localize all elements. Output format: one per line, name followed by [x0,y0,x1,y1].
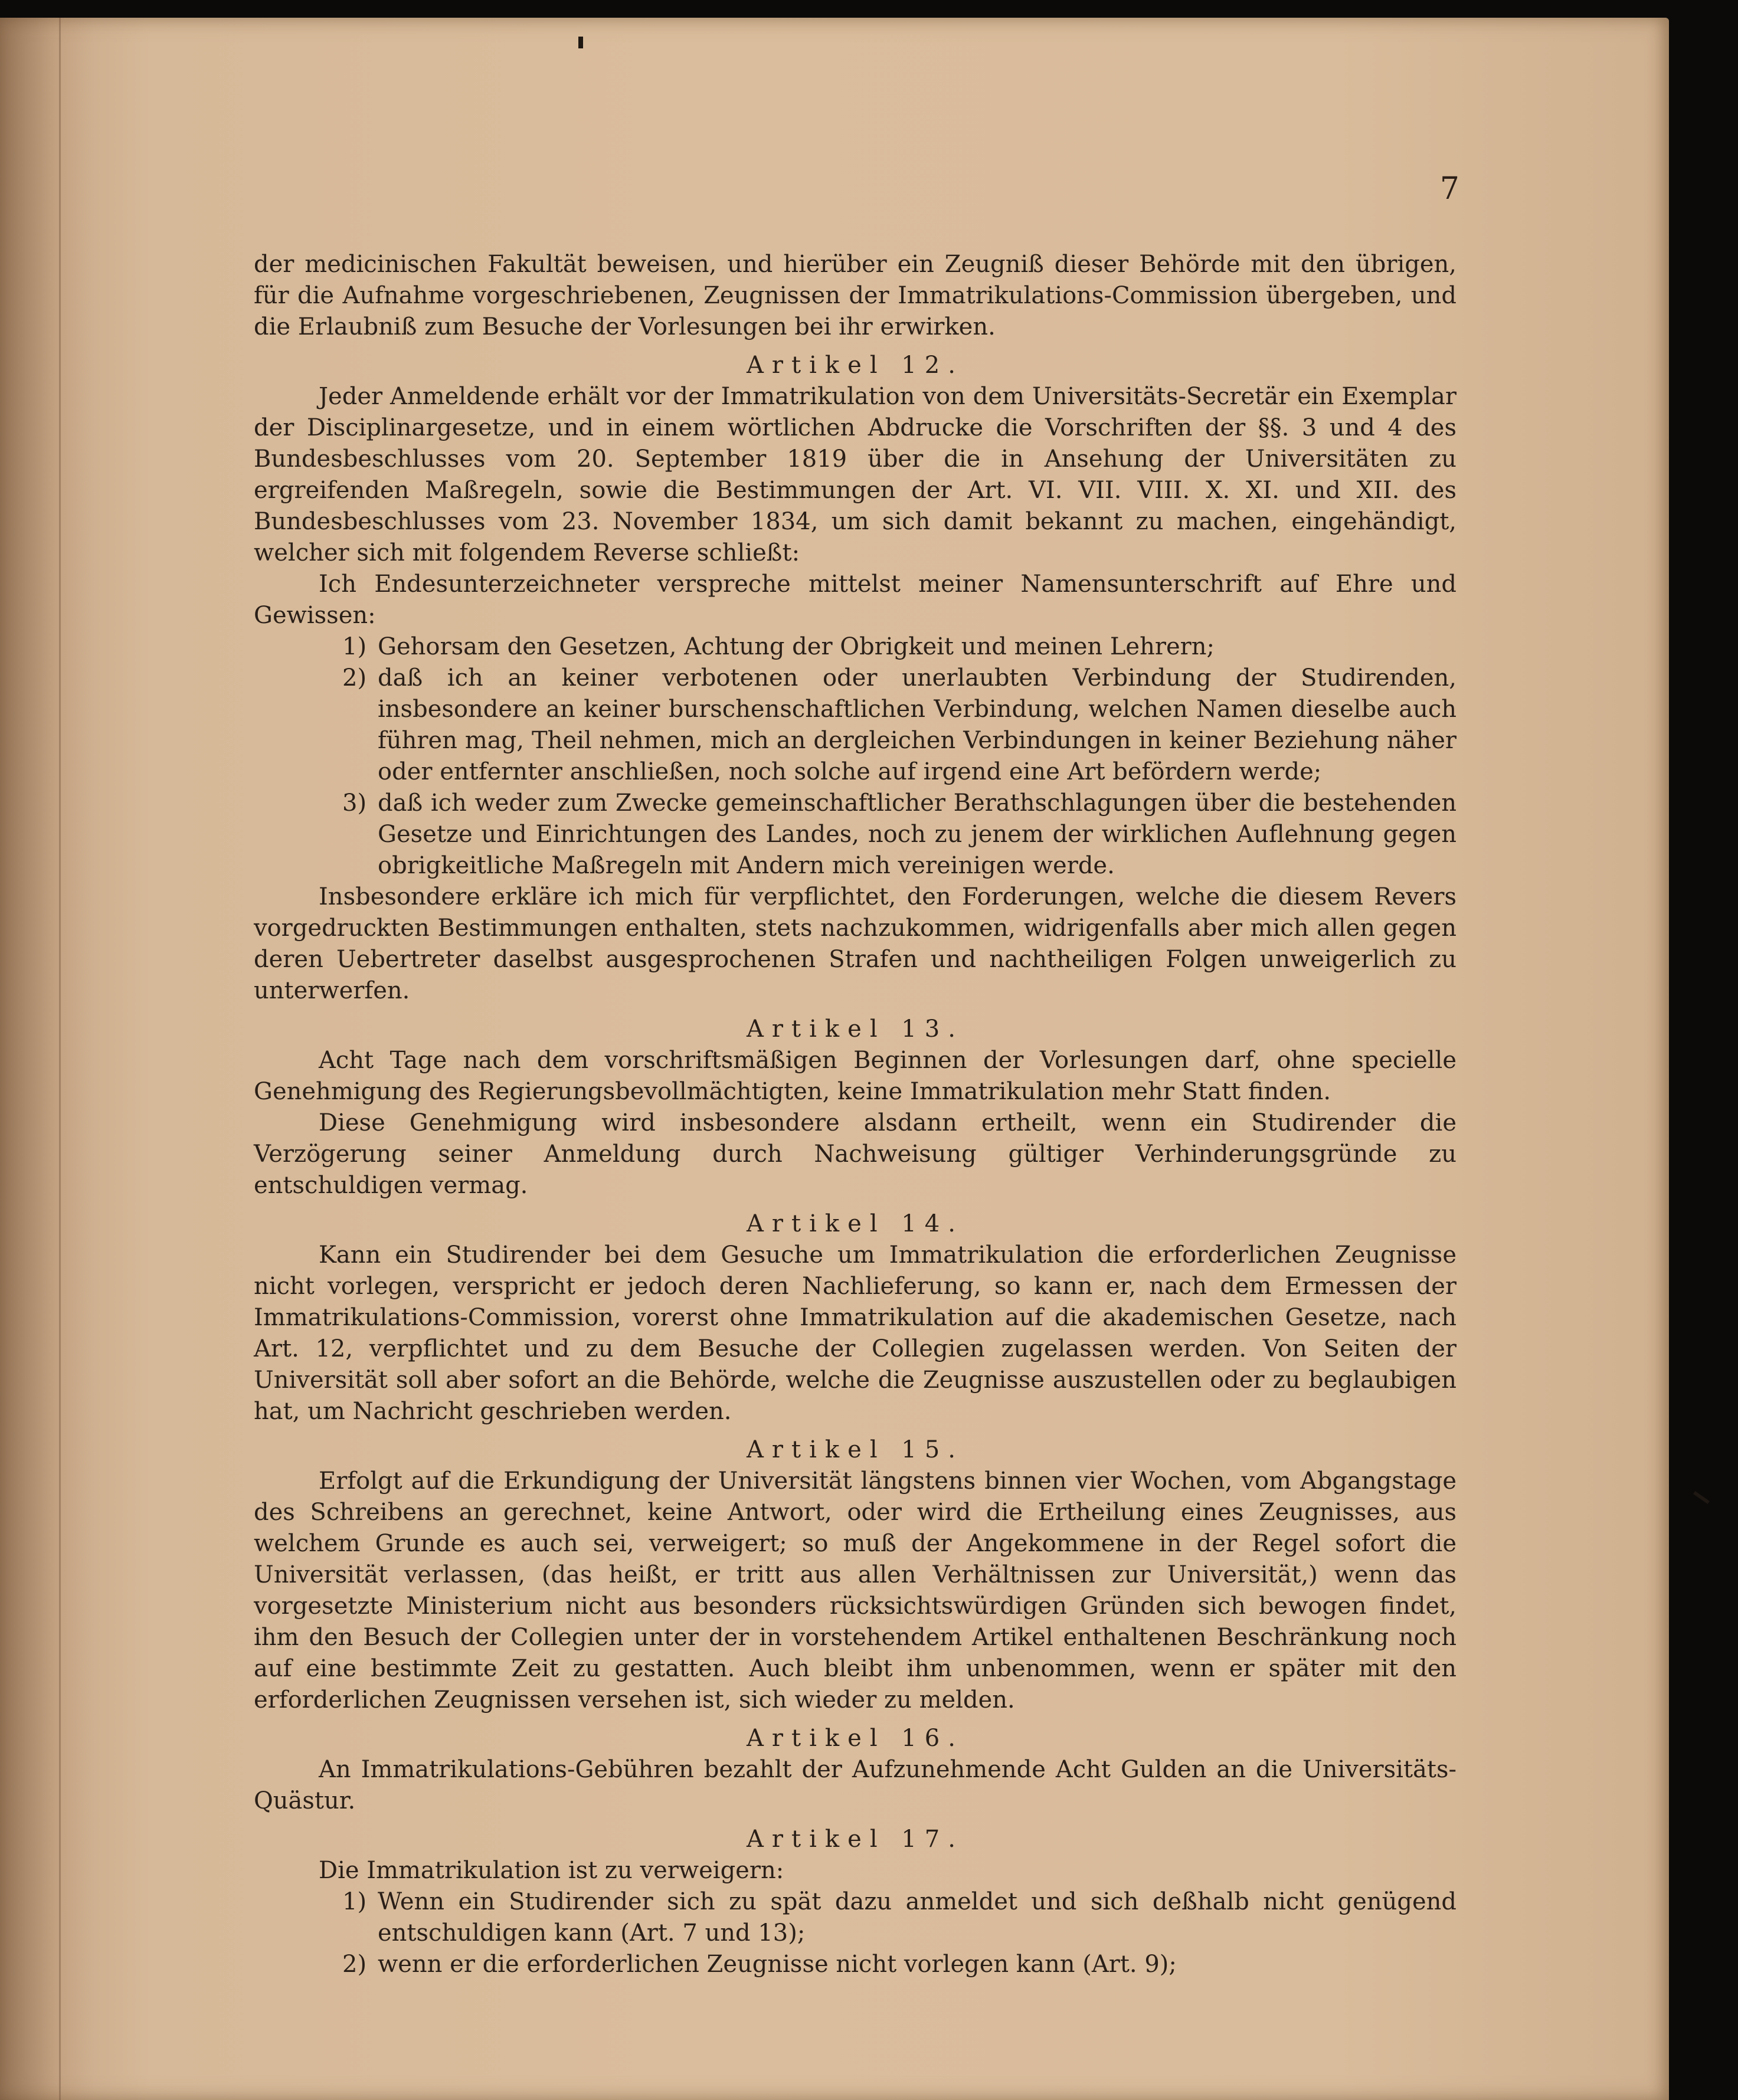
page-number: 7 [1439,171,1459,207]
paragraph: Kann ein Studirender bei dem Gesuche um Immatrikulation die erforderlichen Zeugnisse nicht vorlegen, verspricht er jedoch deren Nachlieferung, so kann er, nach dem Ermessen der Immatrikulations-Commission, vorerst ohne Immatrikulation auf die akademischen Gesetze, nach Art. 12, verpflichtet und zu dem Besuche der Collegien zugelassen werden. Von Seiten der Universität soll aber sofort an die Behörde, welche die Zeugnisse auszustellen oder zu beglaubigen hat, um Nachricht geschrieben werden. [254,1241,1456,1425]
heading-spacer [254,343,1456,350]
list-item-text: daß ich an keiner verbotenen oder unerlaubten Verbindung der Studirenden, insbesondere an keiner burschenschaftlichen Verbindung, welchen Namen dieselbe auch führen mag, Theil nehmen, mich an dergleichen Verbindungen in keiner Beziehung näher oder entfernter anschließen, noch solche auf irgend eine Art befördern werde; [378,664,1456,785]
article-heading: Artikel 14. [747,1210,964,1237]
list-item-number: 2) [342,1951,367,1978]
paragraph: Jeder Anmeldende erhält vor der Immatrikulation von dem Universitäts-Secretär ein Exemplar der Disciplinargesetze, und in einem wörtlichen Abdrucke die Vorschriften der §§. 3 und 4 des Bundesbeschlusses vom 20. September 1819 über die in Ansehung der Universitäten zu ergreifenden Maßregeln, sowie die Bestimmungen der Art. VI. VII. VIII. X. XI. und XII. des Bundesbeschlusses vom 23. November 1834, um sich damit bekannt zu machen, eingehändigt, welcher sich mit folgendem Reverse schließt: [254,383,1456,566]
page-gutter-shadow [0,18,94,2100]
article-heading: Artikel 13. [747,1015,964,1043]
heading-spacer [254,1427,1456,1434]
list-item-text: Wenn ein Studirender sich zu spät dazu anmeldet und sich deßhalb nicht genügend entschuldigen kann (Art. 7 und 13); [378,1888,1456,1947]
list-item-text: daß ich weder zum Zwecke gemeinschaftlicher Berathschlagungen über die bestehenden Gesetze und Einrichtungen des Landes, noch zu jenem der wirklichen Auflehnung gegen obrigkeitliche Maßregeln mit Andern mich vereinigen werde. [378,789,1456,879]
heading-spacer [254,1817,1456,1824]
list-item [254,1949,1456,1980]
book-page [0,18,1669,2100]
list-item-number: 3) [342,789,367,817]
list-item [254,663,1456,788]
paragraph: Ich Endesunterzeichneter verspreche mittelst meiner Namensunterschrift auf Ehre und Gewissen: [254,571,1456,629]
paragraph: An Immatrikulations-Gebühren bezahlt der Aufzunehmende Acht Gulden an die Universitäts-Quästur. [254,1756,1456,1814]
list-item-number: 1) [342,633,367,660]
list-item-text: wenn er die erforderlichen Zeugnisse nicht vorlegen kann (Art. 9); [378,1951,1177,1978]
heading-spacer [254,1007,1456,1014]
page-edge-mark [1693,1491,1710,1504]
list-item-number: 1) [342,1888,367,1915]
page-edge-mark [578,37,583,48]
article-heading: Artikel 12. [747,352,964,379]
heading-spacer [254,1716,1456,1723]
body-text [254,249,1456,1980]
paragraph: der medicinischen Fakultät beweisen, und hierüber ein Zeugniß dieser Behörde mit den übrigen, für die Aufnahme vorgeschriebenen, Zeugnissen der Immatrikulations-Commission übergeben, und die Erlaubniß zum Besuche der Vorlesungen bei ihr erwirken. [254,251,1456,340]
list-item [254,1886,1456,1949]
article-heading: Artikel 17. [747,1826,964,1853]
page-fold-line [59,18,61,2100]
article-heading: Artikel 15. [747,1436,964,1463]
list-item-text: Gehorsam den Gesetzen, Achtung der Obrigkeit und meinen Lehrern; [378,633,1215,660]
paragraph: Erfolgt auf die Erkundigung der Universität längstens binnen vier Wochen, vom Abgangstage des Schreibens an gerechnet, keine Antwort, oder wird die Ertheilung eines Zeugnisses, aus welchem Grunde es auch sei, verweigert; so muß der Angekommene in der Regel sofort die Universität verlassen, (das heißt, er tritt aus allen Verhältnissen zur Universität,) wenn das vorgesetzte Ministerium nicht aus besonders rücksichtswürdigen Gründen sich bewogen findet, ihm den Besuch der Collegien unter der in vorstehendem Artikel enthaltenen Beschränkung noch auf eine bestimmte Zeit zu gestatten. Auch bleibt ihm unbenommen, wenn er später mit den erforderlichen Zeugnissen versehen ist, sich wieder zu melden. [254,1467,1456,1714]
list-item [254,788,1456,882]
paragraph: Die Immatrikulation ist zu verweigern: [319,1857,784,1884]
paragraph: Diese Genehmigung wird insbesondere alsdann ertheilt, wenn ein Studirender die Verzögerung seiner Anmeldung durch Nachweisung gültiger Verhinderungsgründe zu entschuldigen vermag. [254,1109,1456,1199]
paragraph: Acht Tage nach dem vorschriftsmäßigen Beginnen der Vorlesungen darf, ohne specielle Genehmigung des Regierungsbevollmächtigten, keine Immatrikulation mehr Statt finden. [254,1047,1456,1105]
article-heading: Artikel 16. [747,1725,964,1752]
list-item-number: 2) [342,664,367,692]
heading-spacer [254,1201,1456,1208]
list-item [254,631,1456,663]
paragraph: Insbesondere erkläre ich mich für verpflichtet, den Forderungen, welche die diesem Revers vorgedruckten Bestimmungen enthalten, stets nachzukommen, widrigenfalls aber mich allen gegen deren Uebertreter daselbst ausgesprochenen Strafen und nachtheiligen Folgen unweigerlich zu unterwerfen. [254,883,1456,1004]
